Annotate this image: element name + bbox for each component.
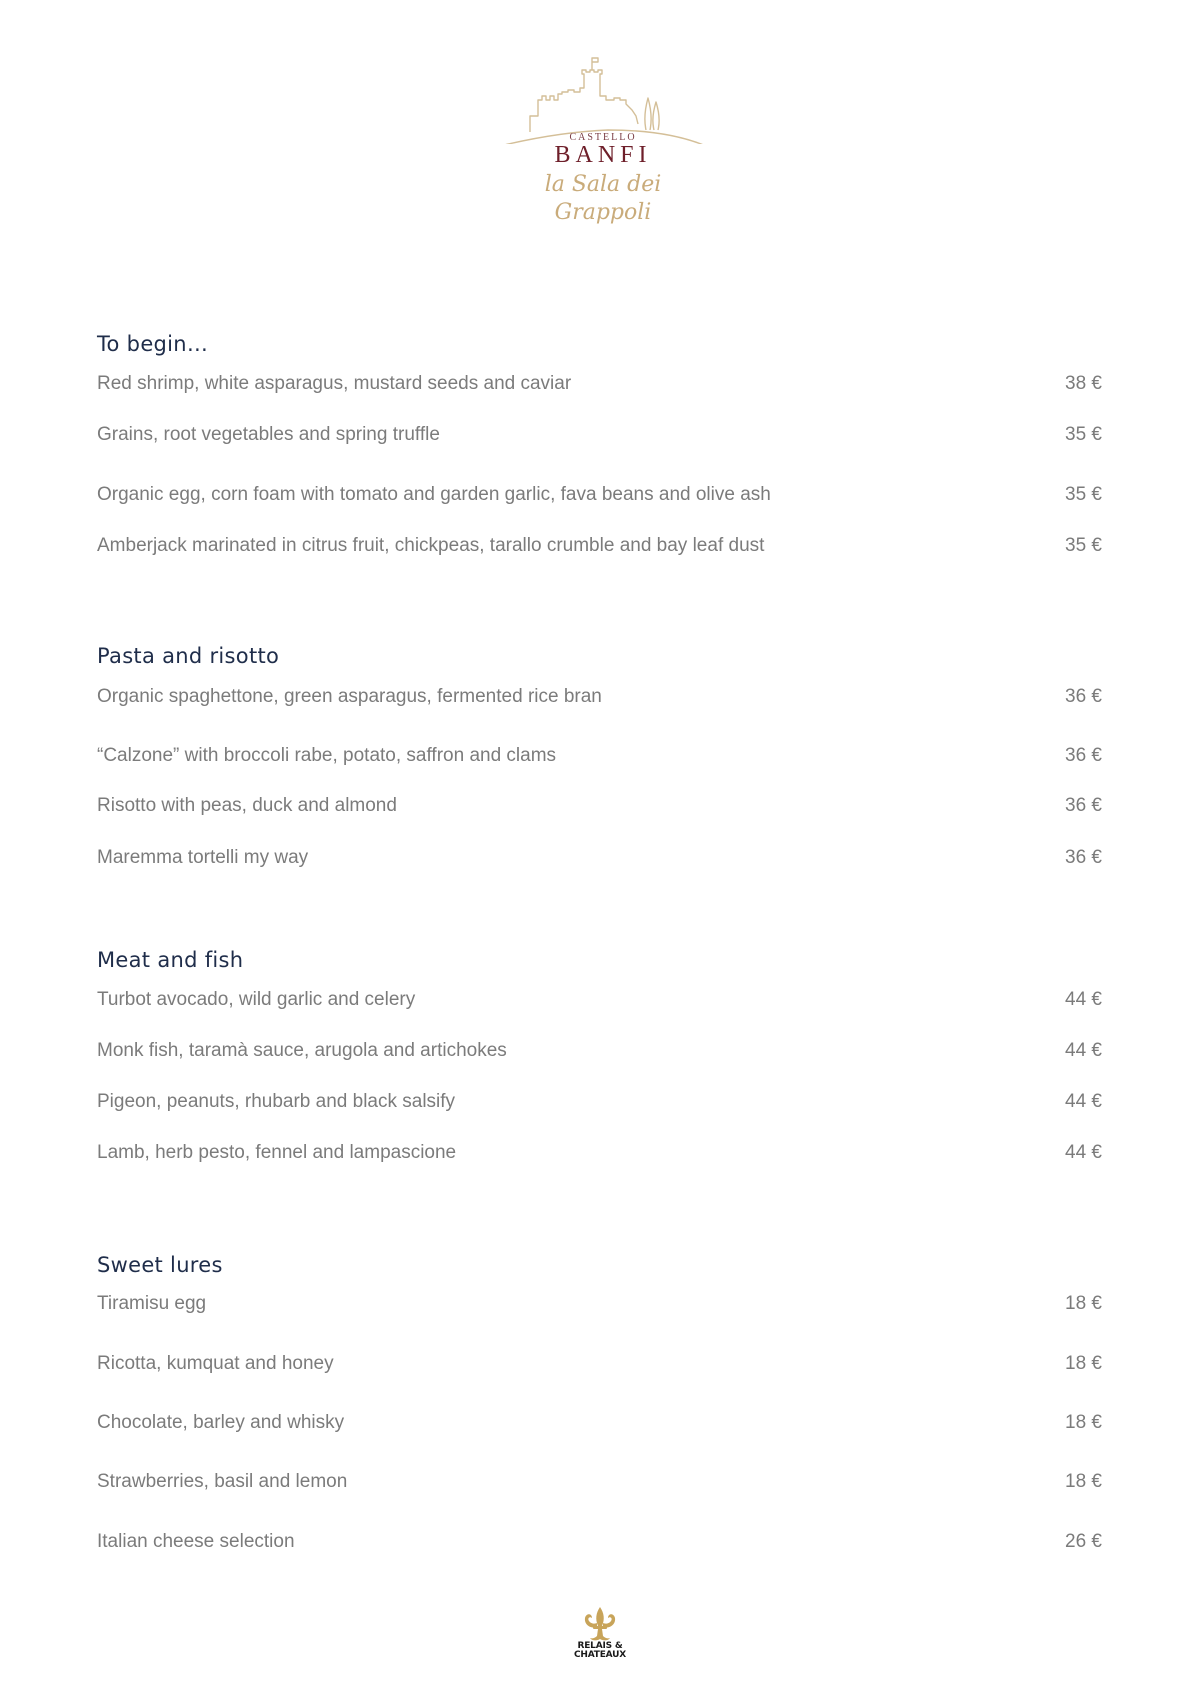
section-title-meat-and-fish: Meat and fish xyxy=(97,948,244,972)
menu-item xyxy=(97,988,1107,1012)
castle-outline-icon xyxy=(498,54,708,144)
logo-banfi-text: BANFI xyxy=(554,142,652,168)
dish-name: Chocolate, barley and whisky xyxy=(97,1412,345,1433)
dish-price: 18 € xyxy=(1065,1353,1102,1374)
section-title-to-begin: To begin… xyxy=(97,332,209,356)
castello-banfi-logo xyxy=(498,54,708,225)
dish-name: Risotto with peas, duck and almond xyxy=(97,795,397,816)
logo-castello-text: CASTELLO xyxy=(569,132,637,143)
dish-name: Lamb, herb pesto, fennel and lampascione xyxy=(97,1142,457,1163)
menu-item xyxy=(97,1411,1107,1435)
dish-price: 18 € xyxy=(1065,1471,1102,1492)
dish-price: 36 € xyxy=(1065,745,1102,766)
dish-price: 35 € xyxy=(1065,424,1102,445)
dish-price: 44 € xyxy=(1065,1091,1102,1112)
dish-name: Italian cheese selection xyxy=(97,1531,295,1552)
menu-item xyxy=(97,483,1107,507)
dish-name: Organic spaghettone, green asparagus, fermented rice bran xyxy=(97,686,602,707)
dish-price: 35 € xyxy=(1065,535,1102,556)
dish-name: Ricotta, kumquat and honey xyxy=(97,1353,334,1374)
menu-item xyxy=(97,1292,1107,1316)
dish-name: Turbot avocado, wild garlic and celery xyxy=(97,989,416,1010)
dish-price: 38 € xyxy=(1065,373,1102,394)
dish-name: Monk fish, taramà sauce, arugola and artichokes xyxy=(97,1040,507,1061)
dish-name: Amberjack marinated in citrus fruit, chickpeas, tarallo crumble and bay leaf dust xyxy=(97,535,765,556)
dish-name: Tiramisu egg xyxy=(97,1293,207,1314)
dish-name: Maremma tortelli my way xyxy=(97,847,309,868)
menu-item xyxy=(97,1352,1107,1376)
relais-chateaux-logo xyxy=(565,1606,635,1676)
dish-name: Organic egg, corn foam with tomato and garden garlic, fava beans and olive ash xyxy=(97,484,771,505)
section-title-sweet-lures: Sweet lures xyxy=(97,1253,223,1277)
dish-name: Pigeon, peanuts, rhubarb and black salsify xyxy=(97,1091,456,1112)
menu-item xyxy=(97,1530,1107,1554)
dish-name: Grains, root vegetables and spring truffle xyxy=(97,424,440,445)
menu-item xyxy=(97,794,1107,818)
dish-price: 44 € xyxy=(1065,1142,1102,1163)
menu-item xyxy=(97,846,1107,870)
menu-item xyxy=(97,685,1107,709)
menu-item xyxy=(97,534,1107,558)
section-title-pasta-and-risotto: Pasta and risotto xyxy=(97,644,280,668)
chateaux-text: CHATEAUX xyxy=(573,1650,627,1660)
menu-item xyxy=(97,372,1107,396)
menu-item xyxy=(97,1039,1107,1063)
relais-text: RELAIS & xyxy=(577,1641,623,1651)
dish-price: 44 € xyxy=(1065,989,1102,1010)
logo-subtitle-text: la Sala dei Grappoli xyxy=(544,172,662,225)
fleur-de-lis-icon xyxy=(581,1606,619,1642)
dish-price: 35 € xyxy=(1065,484,1102,505)
menu-item xyxy=(97,423,1107,447)
dish-name: “Calzone” with broccoli rabe, potato, saffron and clams xyxy=(97,745,557,766)
dish-price: 26 € xyxy=(1065,1531,1102,1552)
dish-price: 36 € xyxy=(1065,795,1102,816)
dish-price: 36 € xyxy=(1065,686,1102,707)
dish-price: 36 € xyxy=(1065,847,1102,868)
dish-price: 18 € xyxy=(1065,1412,1102,1433)
dish-name: Red shrimp, white asparagus, mustard seeds and caviar xyxy=(97,373,572,394)
menu-item xyxy=(97,1470,1107,1494)
dish-name: Strawberries, basil and lemon xyxy=(97,1471,348,1492)
dish-price: 44 € xyxy=(1065,1040,1102,1061)
dish-price: 18 € xyxy=(1065,1293,1102,1314)
menu-item xyxy=(97,744,1107,768)
menu-item xyxy=(97,1141,1107,1165)
menu-item xyxy=(97,1090,1107,1114)
